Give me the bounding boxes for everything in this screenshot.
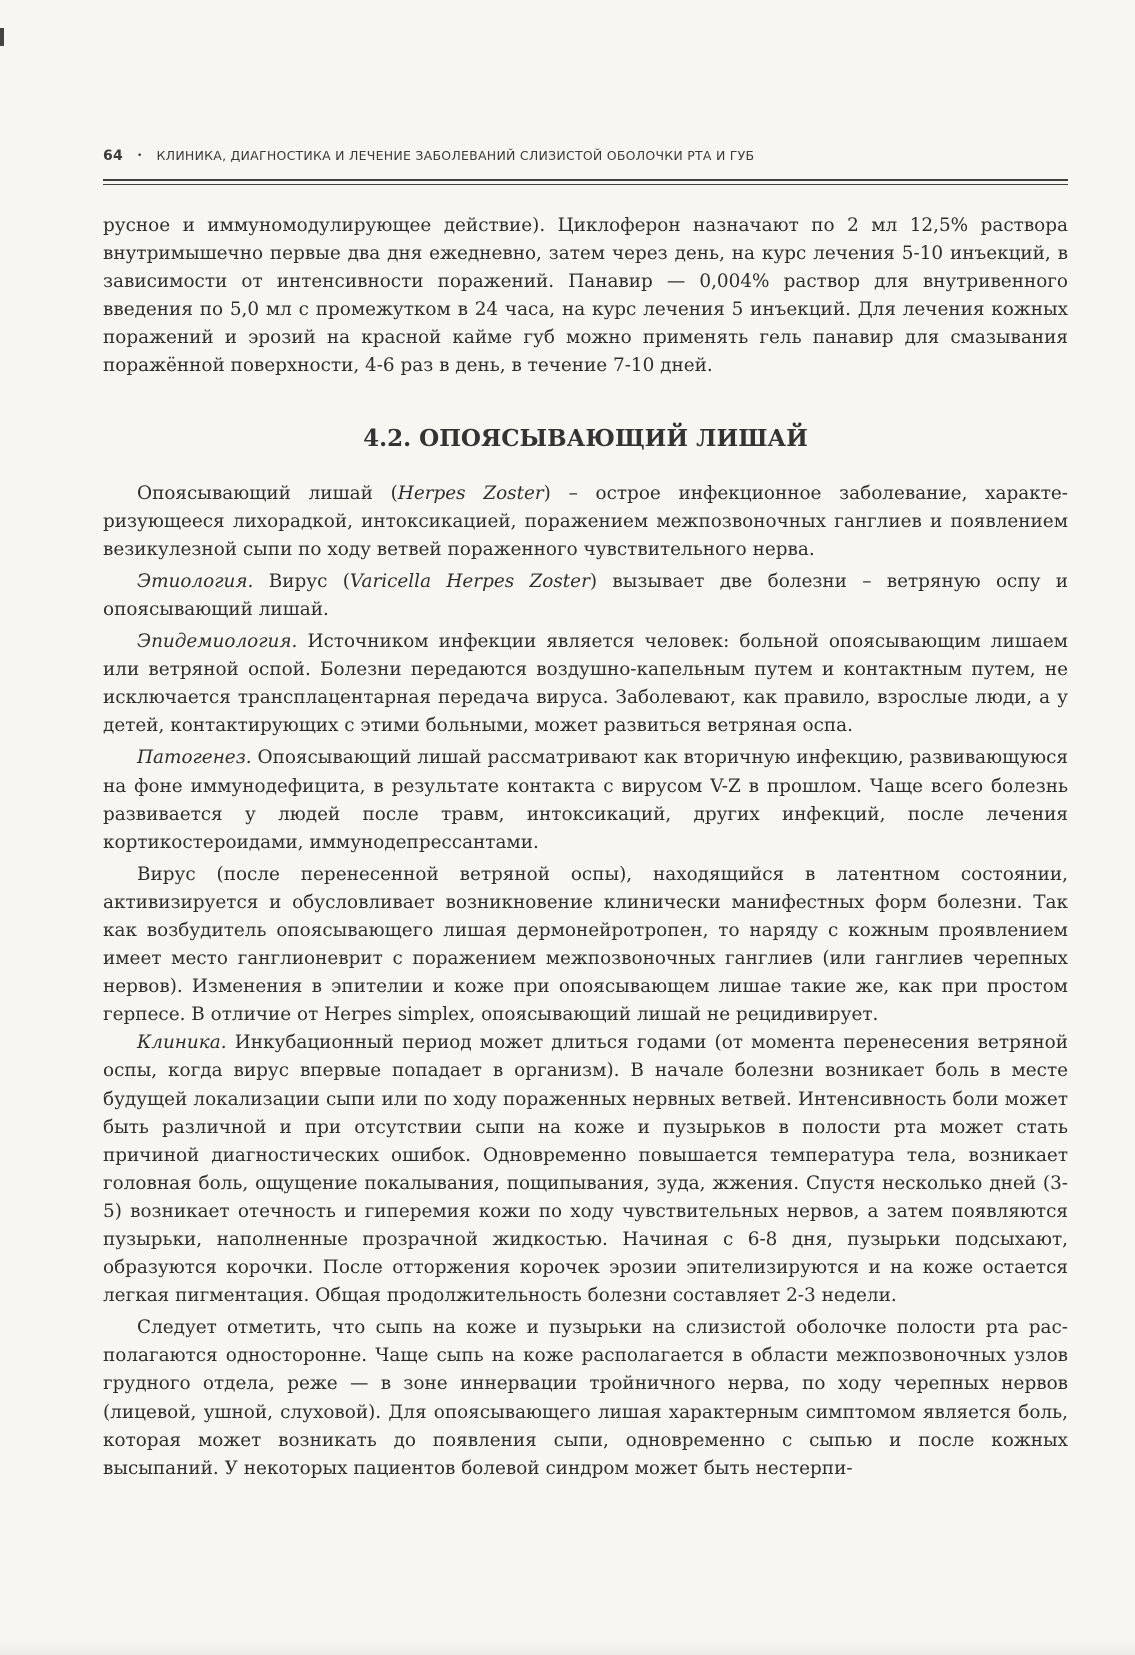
latin-term: Varicella Herpes Zoster <box>349 570 590 592</box>
header-bullet: • <box>136 151 143 161</box>
epidemiology-label: Эпидемиология. <box>137 631 298 653</box>
paragraph-virus: Вирус (после перенесенной ветряной оспы), находящийся в латентном состоянии, активизируется и обусловливает возникновение клинически манифестных форм болезни. Так как возбудитель опоясывающего лишая дермонейротропен, то наряду с кожным проявлением имеет место ганглионеврит с поражением межпозвоночных ганглиев (или ганглиев черепных нервов). Изменения в эпителии и коже при опоясывающем лишае такие же, как при простом герпесе. В отличие от Herpes simplex, опоясывающий лишай не рецидивирует. <box>103 863 1068 1026</box>
paragraph-pathogenesis: Патогенез. Опоясывающий лишай рассматривают как вторичную инфекцию, развивающуюся на фоне иммунодефицита, в результате контакта с вирусом V-Z в прошлом. Чаще всего болезнь развивается у людей после травм, интоксикаций, других инфекций, после лечения кортикостероидами, иммунодепрессантами. <box>103 747 1068 853</box>
running-header <box>103 148 754 164</box>
paragraph-clinic: Клиника. Инкубационный период может длиться годами (от момента перенесения ветряной оспы, когда вирус впервые попадает в организм). В начале болезни возникает боль в месте будущей локализации сыпи или по ходу пораженных нервных ветвей. Интенсивность боли может быть различной и при отсутствии сыпи на коже и пузырьков в полости рта может стать причиной диагностических ошибок. Одновременно повышается температура тела, возникает головная боль, ощущение покалывания, пощипывания, зуда, жжения. Спустя несколько дней (3-5) возникает отечность и гиперемия кожи по ходу чувствительных нервов, а затем появляются пузырьки, наполненные прозрачной жидкостью. Начиная с 6-8 дня, пузырьки подсыхают, образуются корочки. После отторжения корочек эрозии эпителизируются и на коже остается легкая пигментация. Общая продолжительность болезни составляет 2-3 недели. <box>103 1032 1068 1307</box>
pathogenesis-label: Патогенез. <box>137 747 252 769</box>
running-title: КЛИНИКА, ДИАГНОСТИКА И ЛЕЧЕНИЕ ЗАБОЛЕВАНИЙ СЛИЗИСТОЙ ОБОЛОЧКИ РТА И ГУБ <box>156 148 755 163</box>
paragraph-epidemiology: Эпидемиология. Источником инфекции является человек: больной опоясывающим лишаем или ветряной оспой. Болезни передаются воздушно-капельным путем и контактным путем, не исключается трансплацентарная передача вируса. Заболевают, как правило, взрослые люди, а у детей, контактирующих с этими больными, может развиться ветряная оспа. <box>103 631 1068 737</box>
paragraph-definition: Опоясывающий лишай (Herpes Zoster) – острое инфекционное заболевание, характеризующееся лихорадкой, интоксикацией, поражением межпозвоночных ганглиев и появлением везикулезной сыпи по ходу ветвей пораженного чувствительного нерва. <box>103 482 1068 560</box>
paragraph-treatment-continued: русное и иммуномодулирующее действие). Циклоферон назначают по 2 мл 12,5% раствора внутримышечно первые два дня ежедневно, затем через день, на курс лечения 5-10 инъекций, в зависимости от интенсивности поражений. Панавир — 0,004% раствор для внутривенного введения по 5,0 мл с промежутком в 24 часа, на курс лечения 5 инъекций. Для лечения кожных поражений и эрозий на красной кайме губ можно применять гель панавир для смазывания поражённой поверхности, 4-6 раз в день, в течение 7-10 дней. <box>103 215 1068 377</box>
paragraph-note: Следует отметить, что сыпь на коже и пузырьки на слизистой оболочке полости рта располагаются односторонне. Чаще сыпь на коже располагается в области межпозвоночных узлов грудного отдела, реже — в зоне иннервации тройничного нерва, по ходу черепных нервов (лицевой, ушной, слуховой). Для опоясывающего лишая характерным симптомом является боль, которая может возникать до появления сыпи, одновременно с сыпью и после кожных высыпаний. У некоторых пациентов болевой синдром может быть нестерпи- <box>103 1317 1068 1479</box>
paragraph-etiology: Этиология. Вирус (Varicella Herpes Zoster) вызывает две болезни – ветряную оспу и опоясывающий лишай. <box>103 570 1068 620</box>
clinic-label: Клиника. <box>137 1032 227 1054</box>
scan-bottom-edge <box>0 1641 1135 1655</box>
header-rule-thick <box>103 179 1068 181</box>
scan-edge-mark <box>0 28 4 46</box>
page-body <box>103 212 1068 1483</box>
header-rule-thin <box>103 184 1068 185</box>
section-title: 4.2. ОПОЯСЫВАЮЩИЙ ЛИШАЙ <box>363 424 808 452</box>
etiology-label: Этиология. <box>137 570 254 592</box>
latin-term: Herpes Zoster <box>397 482 544 504</box>
page-number: 64 <box>103 148 123 164</box>
